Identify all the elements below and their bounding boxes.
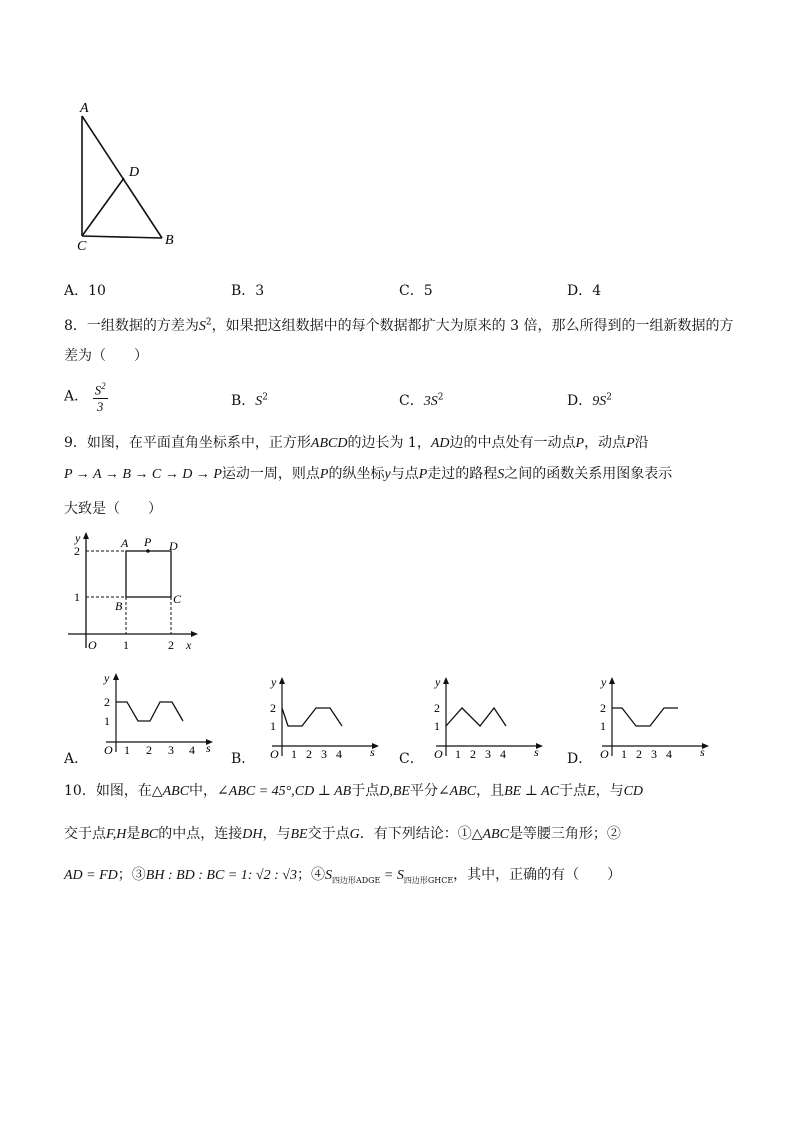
q8-option-b: B．$S^2$ — [231, 392, 269, 409]
x-tick-1: 1 — [123, 638, 129, 652]
svg-text:y: y — [601, 675, 607, 689]
q9-option-d-label: D． — [567, 751, 593, 767]
svg-text:2: 2 — [306, 747, 312, 761]
svg-text:1: 1 — [434, 719, 440, 733]
triangle-figure — [70, 98, 190, 258]
axis-x-label: x — [186, 638, 192, 652]
q10-line1: 10．如图，在△ABC中，∠ABC = 45°,CD ⊥ AB于点D,BE平分∠ABC，且BE ⊥ AC于点E，与CD — [64, 783, 644, 799]
origin-label: O — [88, 638, 97, 652]
svg-text:4: 4 — [500, 747, 506, 761]
tick-2: 2 — [74, 544, 80, 558]
svg-text:1: 1 — [124, 743, 130, 757]
q7-option-d: D．4 — [567, 283, 602, 299]
svg-text:2: 2 — [146, 743, 152, 757]
label-D: D — [129, 165, 140, 180]
q9-line2: P → A → B → C → D → P运动一周，则点P的纵坐标y与点P走过的路程S之间的函数关系用图象表示 — [64, 466, 673, 482]
svg-text:2: 2 — [636, 747, 642, 761]
axis-y-label: y — [75, 531, 81, 545]
svg-text:1: 1 — [621, 747, 627, 761]
svg-text:s: s — [370, 745, 375, 759]
svg-text:y: y — [104, 671, 110, 685]
svg-text:2: 2 — [434, 701, 440, 715]
svg-text:2: 2 — [270, 701, 276, 715]
option-b-graph — [262, 674, 387, 762]
q8-line2: 差为（ ） — [64, 348, 148, 364]
q9-option-b-label: B． — [231, 751, 256, 767]
svg-text:2: 2 — [470, 747, 476, 761]
svg-text:3: 3 — [321, 747, 327, 761]
label-A: A — [80, 101, 89, 116]
q8-option-d: D．$9S^2$ — [567, 392, 612, 409]
q7-option-a: A．10 — [64, 283, 106, 299]
q10-line3: AD = FD；③BH : BD : BC = 1: √2 : √3；$④S_{四边形ADGE} = S_{四边形GHCE}$，其中，正确的有（ ） — [64, 867, 622, 885]
x-tick-2: 2 — [168, 638, 174, 652]
svg-text:2: 2 — [104, 695, 110, 709]
svg-text:O: O — [600, 747, 609, 761]
svg-text:1: 1 — [600, 719, 606, 733]
label-C: C — [173, 592, 182, 606]
label-P: P — [144, 535, 152, 549]
label-D: D — [169, 539, 178, 553]
svg-text:O: O — [104, 743, 113, 757]
svg-text:y: y — [271, 675, 277, 689]
svg-text:1: 1 — [455, 747, 461, 761]
svg-text:O: O — [434, 747, 443, 761]
svg-text:s: s — [534, 745, 539, 759]
q8-line1: 8．一组数据的方差为$S^2$，如果把这组数据中的每个数据都扩大为原来的 3 倍，那么所得到的一组新数据的方 — [64, 317, 734, 334]
svg-text:3: 3 — [651, 747, 657, 761]
q7-option-b: B．3 — [231, 283, 265, 299]
label-B: B — [165, 233, 174, 248]
svg-text:1: 1 — [104, 714, 110, 728]
square-coordinate-figure — [64, 530, 204, 658]
q9-option-a-label: A． — [64, 751, 89, 767]
option-d-graph — [592, 674, 717, 762]
svg-text:s: s — [206, 741, 211, 755]
svg-text:3: 3 — [485, 747, 491, 761]
q10-line2: 交于点F,H是BC的中点，连接DH，与BE交于点G．有下列结论：①△ABC是等腰三角形；② — [64, 826, 621, 842]
svg-text:1: 1 — [291, 747, 297, 761]
svg-text:3: 3 — [168, 743, 174, 757]
svg-text:O: O — [270, 747, 279, 761]
q8-option-a: A． $\frac{S^2}{3}$ — [64, 378, 108, 415]
svg-text:1: 1 — [270, 719, 276, 733]
svg-text:4: 4 — [336, 747, 342, 761]
q7-option-c: C．5 — [399, 283, 433, 299]
option-c-graph — [426, 674, 551, 762]
label-A: A — [121, 536, 129, 550]
tick-1: 1 — [74, 590, 80, 604]
svg-text:y: y — [435, 675, 441, 689]
svg-text:4: 4 — [666, 747, 672, 761]
q8-option-c: C．$3S^2$ — [399, 392, 444, 409]
svg-text:2: 2 — [600, 701, 606, 715]
svg-text:4: 4 — [189, 743, 195, 757]
q9-line3: 大致是（ ） — [64, 501, 162, 517]
q9-option-c-label: C． — [399, 751, 424, 767]
option-a-graph — [92, 670, 217, 758]
label-C: C — [77, 239, 87, 254]
svg-text:s: s — [700, 745, 705, 759]
label-B: B — [115, 599, 123, 613]
q9-line1: 9．如图，在平面直角坐标系中，正方形ABCD的边长为 1，AD边的中点处有一动点P，动点P沿 — [64, 435, 649, 451]
